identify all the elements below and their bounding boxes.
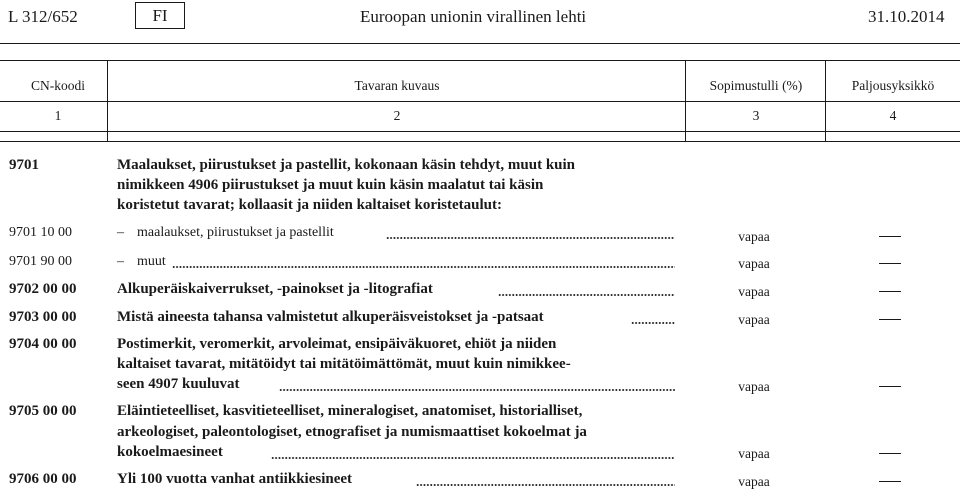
description-line: nimikkeen 4906 piirustukset ja muut kuin käsin maalatut tai käsin xyxy=(117,177,544,193)
description-line: Yli 100 vuotta vanhat antiikkiesineet xyxy=(117,471,353,487)
description-line: Eläintieteelliset, kasvitieteelliset, mineralogiset, anatomiset, historialliset, xyxy=(117,403,583,419)
description-line: Mistä aineesta tahansa valmistetut alkuperäisveistokset ja -patsaat xyxy=(117,309,544,325)
column-header-cn-code: CN-koodi xyxy=(31,78,85,93)
subheading-dash: – xyxy=(117,254,124,269)
column-divider-3 xyxy=(825,60,826,141)
dot-leader xyxy=(498,294,675,296)
supplementary-unit-dash xyxy=(879,263,901,264)
description-line: Alkuperäiskaiverrukset, -painokset ja -litografiat xyxy=(117,281,433,297)
page-reference: L 312/652 xyxy=(8,7,78,26)
cn-code: 9705 00 00 xyxy=(9,403,77,419)
supplementary-unit-dash xyxy=(879,319,901,320)
duty-rate: vapaa xyxy=(738,284,770,299)
publication-date: 31.10.2014 xyxy=(868,7,945,26)
description-line: seen 4907 kuuluvat xyxy=(117,376,240,392)
duty-rate: vapaa xyxy=(738,474,770,489)
column-number-border xyxy=(0,131,960,132)
subheading-dash: – xyxy=(117,225,124,240)
description-line: kaltaiset tavarat, mitätöidyt tai mitätöimättömät, muut kuin nimikkee- xyxy=(117,356,571,372)
dot-leader xyxy=(279,389,675,391)
column-divider-1 xyxy=(107,60,108,141)
description-line: muut xyxy=(137,254,166,269)
column-number-4: 4 xyxy=(889,108,897,123)
table-body-border xyxy=(0,141,960,142)
description-line: koristetut tavarat; kollaasit ja niiden kaltaiset koristetaulut: xyxy=(117,197,502,213)
supplementary-unit-dash xyxy=(879,481,901,482)
cn-code: 9701 90 00 xyxy=(9,254,72,269)
dot-leader xyxy=(631,322,675,324)
cn-code: 9701 10 00 xyxy=(9,225,72,240)
supplementary-unit-dash xyxy=(879,453,901,454)
column-number-3: 3 xyxy=(752,108,760,123)
cn-code: 9706 00 00 xyxy=(9,471,77,487)
dot-leader xyxy=(172,266,675,268)
journal-title: Euroopan unionin virallinen lehti xyxy=(360,7,587,26)
supplementary-unit-dash xyxy=(879,291,901,292)
dot-leader xyxy=(386,237,675,239)
language-badge: FI xyxy=(135,2,185,29)
cn-code: 9701 xyxy=(9,157,39,173)
dot-leader xyxy=(271,457,675,459)
duty-rate: vapaa xyxy=(738,256,770,271)
duty-rate: vapaa xyxy=(738,312,770,327)
description-line: Postimerkit, veromerkit, arvoleimat, ensipäiväkuoret, ehiöt ja niiden xyxy=(117,336,557,352)
table-top-border xyxy=(0,60,960,61)
column-header-border xyxy=(0,101,960,102)
cn-code: 9702 00 00 xyxy=(9,281,77,297)
page-header xyxy=(0,0,960,40)
description-line: kokoelmaesineet xyxy=(117,444,223,460)
column-divider-2 xyxy=(685,60,686,141)
description-line: arkeologiset, paleontologiset, etnografiset ja numismaattiset kokoelmat ja xyxy=(117,424,587,440)
description-line: Maalaukset, piirustukset ja pastellit, kokonaan käsin tehdyt, muut kuin xyxy=(117,157,576,173)
column-number-1: 1 xyxy=(54,108,62,123)
duty-rate: vapaa xyxy=(738,379,770,394)
duty-rate: vapaa xyxy=(738,446,770,461)
column-header-description: Tavaran kuvaus xyxy=(354,78,440,93)
supplementary-unit-dash xyxy=(879,236,901,237)
column-header-unit: Paljousyksikkö xyxy=(851,78,935,93)
column-header-duty: Sopimustulli (%) xyxy=(709,78,803,93)
cn-code: 9703 00 00 xyxy=(9,309,77,325)
supplementary-unit-dash xyxy=(879,386,901,387)
description-line: maalaukset, piirustukset ja pastellit xyxy=(137,225,334,240)
header-divider xyxy=(0,43,960,44)
cn-code: 9704 00 00 xyxy=(9,336,77,352)
column-number-2: 2 xyxy=(393,108,401,123)
duty-rate: vapaa xyxy=(738,229,770,244)
dot-leader xyxy=(416,484,675,486)
